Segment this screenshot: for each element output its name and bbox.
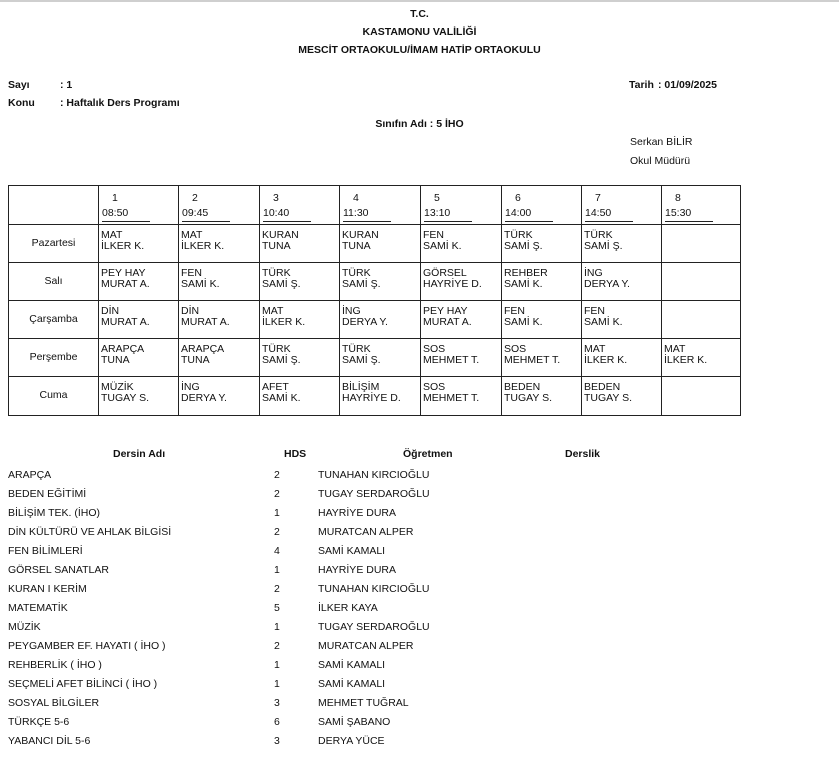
page-top-border (0, 0, 839, 2)
cell-teacher: İLKER K. (181, 240, 225, 252)
day-label: Pazartesi (31, 237, 76, 249)
cell-teacher: SAMİ Ş. (342, 278, 381, 290)
schedule-cell (181, 344, 224, 366)
sayi-value: : 1 (60, 79, 73, 91)
cell-teacher: İLKER K. (101, 240, 145, 252)
course-name: REHBERLİK ( İHO ) (8, 659, 102, 671)
period-header (102, 191, 150, 222)
course-name: SEÇMELİ AFET BİLİNCİ ( İHO ) (8, 678, 158, 690)
cell-subject: DİN (181, 305, 200, 317)
period-time: 08:50 (102, 206, 150, 222)
day-label: Salı (44, 275, 63, 287)
course-row (0, 735, 839, 754)
schedule-cell (262, 230, 299, 252)
schedule-cell (584, 268, 630, 290)
course-teacher: TUGAY SERDAROĞLU (318, 621, 430, 633)
period-header (665, 191, 713, 222)
cell-teacher: TUGAY S. (101, 392, 150, 404)
konu-label: Konu (8, 97, 35, 109)
sayi-label: Sayı (8, 79, 30, 91)
tarih-label: Tarih (629, 79, 654, 91)
cell-subject: KURAN (262, 229, 299, 241)
cell-subject: MÜZİK (101, 381, 134, 393)
course-hds: 2 (274, 469, 280, 481)
cell-subject: FEN (504, 305, 525, 317)
cell-teacher: TUGAY S. (504, 392, 553, 404)
cell-subject: TÜRK (584, 229, 613, 241)
cell-teacher: TUGAY S. (584, 392, 633, 404)
cell-subject: MAT (584, 343, 606, 355)
cell-subject: MAT (664, 343, 686, 355)
period-number: 3 (273, 192, 279, 204)
cell-subject: BEDEN (584, 381, 621, 393)
cell-teacher: MURAT A. (101, 278, 150, 290)
course-hds: 3 (274, 735, 280, 747)
cell-teacher: SAMİ K. (181, 278, 220, 290)
period-header (343, 191, 391, 222)
course-row (0, 545, 839, 564)
period-time: 11:30 (343, 206, 391, 222)
cell-subject: TÜRK (262, 343, 291, 355)
period-time: 15:30 (665, 206, 713, 222)
schedule-cell (181, 268, 220, 290)
class-name: Sınıfın Adı : 5 İHO (375, 118, 464, 130)
course-name: TÜRKÇE 5-6 (8, 716, 70, 728)
grid-horizontal-line (9, 338, 740, 339)
course-hds: 2 (274, 526, 280, 538)
cell-subject: KURAN (342, 229, 379, 241)
cell-subject: BEDEN (504, 381, 541, 393)
cell-subject: TÜRK (342, 343, 371, 355)
cell-subject: FEN (181, 267, 202, 279)
cell-teacher: SAMİ K. (504, 278, 543, 290)
grid-horizontal-line (9, 376, 740, 377)
cell-subject: TÜRK (504, 229, 533, 241)
cell-subject: BİLİŞİM (342, 381, 380, 393)
schedule-cell (504, 268, 548, 290)
course-name: GÖRSEL SANATLAR (8, 564, 109, 576)
period-time: 14:00 (505, 206, 553, 222)
cell-subject: MAT (181, 229, 203, 241)
course-name: YABANCI DİL 5-6 (8, 735, 91, 747)
period-number: 2 (192, 192, 198, 204)
cell-teacher: SAMİ Ş. (584, 240, 623, 252)
course-hds: 1 (274, 621, 280, 633)
schedule-cell (423, 306, 472, 328)
period-header (263, 191, 311, 222)
period-number: 4 (353, 192, 359, 204)
course-row (0, 526, 839, 545)
schedule-cell (342, 306, 388, 328)
period-number: 5 (434, 192, 440, 204)
room-header: Derslik (565, 448, 601, 460)
period-number: 8 (675, 192, 681, 204)
cell-teacher: TUNA (262, 240, 291, 252)
schedule-cell (423, 268, 482, 290)
schedule-cell (504, 344, 560, 366)
cell-teacher: MEHMET T. (504, 354, 561, 366)
course-row (0, 716, 839, 735)
schedule-cell (181, 306, 230, 328)
cell-subject: ARAPÇA (181, 343, 225, 355)
course-teacher: MURATCAN ALPER (318, 526, 414, 538)
schedule-cell (504, 306, 543, 328)
cell-teacher: TUNA (101, 354, 130, 366)
course-row (0, 507, 839, 526)
schedule-cell (101, 306, 150, 328)
period-number: 6 (515, 192, 521, 204)
cell-subject: MAT (262, 305, 284, 317)
cell-teacher: SAMİ Ş. (342, 354, 381, 366)
principal-title: Okul Müdürü (630, 155, 691, 167)
cell-teacher: DERYA Y. (181, 392, 227, 404)
day-label: Çarşamba (29, 313, 78, 325)
grid-horizontal-line (9, 224, 740, 225)
cell-subject: GÖRSEL (423, 267, 467, 279)
schedule-cell (101, 382, 149, 404)
course-row (0, 640, 839, 659)
period-time: 13:10 (424, 206, 472, 222)
course-teacher: TUGAY SERDAROĞLU (318, 488, 430, 500)
schedule-cell (342, 230, 379, 252)
period-number: 7 (595, 192, 601, 204)
period-header (182, 191, 230, 222)
schedule-cell (262, 344, 301, 366)
course-row (0, 602, 839, 621)
course-teacher: HAYRİYE DURA (318, 507, 396, 519)
course-hds: 1 (274, 678, 280, 690)
course-hds: 1 (274, 659, 280, 671)
header-tc: T.C. (410, 8, 429, 20)
cell-teacher: SAMİ Ş. (262, 354, 301, 366)
tarih-value: : 01/09/2025 (658, 79, 717, 91)
schedule-cell (584, 230, 623, 252)
teacher-header: Öğretmen (403, 448, 453, 460)
schedule-table (8, 185, 741, 416)
course-name: KURAN I KERİM (8, 583, 87, 595)
cell-teacher: İLKER K. (664, 354, 708, 366)
course-teacher: İLKER KAYA (318, 602, 378, 614)
cell-subject: PEY HAY (101, 267, 146, 279)
course-hds: 1 (274, 507, 280, 519)
cell-teacher: İLKER K. (584, 354, 628, 366)
day-label: Cuma (39, 389, 68, 401)
course-hds: 1 (274, 564, 280, 576)
course-hds: 3 (274, 697, 280, 709)
period-header (505, 191, 553, 222)
course-hds: 2 (274, 488, 280, 500)
course-hds: 2 (274, 640, 280, 652)
schedule-cell (342, 382, 401, 404)
course-row (0, 488, 839, 507)
course-hds: 2 (274, 583, 280, 595)
cell-subject: FEN (584, 305, 605, 317)
schedule-cell (262, 306, 305, 328)
cell-teacher: SAMİ K. (504, 316, 543, 328)
schedule-cell (262, 382, 301, 404)
cell-teacher: HAYRİYE D. (342, 392, 401, 404)
schedule-cell (342, 268, 381, 290)
course-name: BİLİŞİM TEK. (İHO) (8, 507, 100, 519)
cell-subject: MAT (101, 229, 123, 241)
period-number: 1 (112, 192, 118, 204)
cell-teacher: SAMİ K. (262, 392, 301, 404)
period-time: 10:40 (263, 206, 311, 222)
cell-teacher: TUNA (342, 240, 371, 252)
cell-subject: İNG (584, 267, 603, 279)
cell-teacher: SAMİ Ş. (262, 278, 301, 290)
course-row (0, 583, 839, 602)
course-hds: 5 (274, 602, 280, 614)
schedule-cell (584, 344, 627, 366)
course-row (0, 469, 839, 488)
course-row (0, 621, 839, 640)
cell-subject: SOS (504, 343, 527, 355)
schedule-cell (181, 230, 224, 252)
cell-subject: FEN (423, 229, 444, 241)
course-teacher: SAMİ ŞABANO (318, 716, 391, 728)
grid-horizontal-line (9, 300, 740, 301)
cell-teacher: TUNA (181, 354, 210, 366)
grid-horizontal-line (9, 262, 740, 263)
principal-name: Serkan BİLİR (630, 136, 693, 148)
period-time: 14:50 (585, 206, 633, 222)
cell-teacher: İLKER K. (262, 316, 306, 328)
course-row (0, 659, 839, 678)
cell-subject: TÜRK (262, 267, 291, 279)
header-governorship: KASTAMONU VALİLİĞİ (362, 26, 477, 38)
cell-teacher: DERYA Y. (584, 278, 630, 290)
cell-subject: İNG (181, 381, 200, 393)
course-name: BEDEN EĞİTİMİ (8, 488, 87, 500)
schedule-cell (584, 306, 623, 328)
schedule-cell (101, 268, 150, 290)
course-teacher: SAMİ KAMALI (318, 678, 386, 690)
course-name: SOSYAL BİLGİLER (8, 697, 100, 709)
header-school-name: MESCİT ORTAOKULU/İMAM HATİP ORTAOKULU (298, 44, 541, 56)
schedule-cell (423, 344, 479, 366)
course-teacher: SAMİ KAMALI (318, 659, 386, 671)
period-time: 09:45 (182, 206, 230, 222)
course-teacher: MURATCAN ALPER (318, 640, 414, 652)
cell-teacher: SAMİ Ş. (504, 240, 543, 252)
schedule-cell (101, 344, 144, 366)
course-hds: 6 (274, 716, 280, 728)
cell-teacher: SAMİ K. (584, 316, 623, 328)
course-row (0, 678, 839, 697)
cell-teacher: HAYRİYE D. (423, 278, 482, 290)
schedule-cell (101, 230, 144, 252)
schedule-cell (504, 230, 543, 252)
cell-subject: SOS (423, 381, 446, 393)
day-label: Perşembe (29, 351, 78, 363)
course-teacher: MEHMET TUĞRAL (318, 697, 409, 709)
schedule-cell (262, 268, 301, 290)
cell-teacher: MURAT A. (181, 316, 230, 328)
course-name: DİN KÜLTÜRÜ VE AHLAK BİLGİSİ (8, 526, 172, 538)
cell-subject: DİN (101, 305, 120, 317)
schedule-cell (423, 382, 479, 404)
schedule-cell (423, 230, 462, 252)
course-teacher: DERYA YÜCE (318, 735, 385, 747)
schedule-cell (342, 344, 381, 366)
cell-teacher: MEHMET T. (423, 354, 480, 366)
period-header (424, 191, 472, 222)
course-hds: 4 (274, 545, 280, 557)
cell-teacher: MURAT A. (101, 316, 150, 328)
course-header: Dersin Adı (113, 448, 166, 460)
course-teacher: TUNAHAN KIRCIOĞLU (318, 583, 430, 595)
cell-teacher: SAMİ K. (423, 240, 462, 252)
period-header (585, 191, 633, 222)
course-teacher: SAMİ KAMALI (318, 545, 386, 557)
cell-subject: PEY HAY (423, 305, 468, 317)
course-teacher: TUNAHAN KIRCIOĞLU (318, 469, 430, 481)
cell-teacher: DERYA Y. (342, 316, 388, 328)
schedule-cell (181, 382, 227, 404)
konu-value: : Haftalık Ders Programı (60, 97, 180, 109)
cell-teacher: MURAT A. (423, 316, 472, 328)
course-name: MÜZİK (8, 621, 41, 633)
hds-header: HDS (284, 448, 307, 460)
schedule-cell (664, 344, 707, 366)
course-name: ARAPÇA (8, 469, 52, 481)
schedule-cell (504, 382, 552, 404)
course-name: PEYGAMBER EF. HAYATI ( İHO ) (8, 640, 166, 652)
cell-subject: SOS (423, 343, 446, 355)
cell-subject: İNG (342, 305, 361, 317)
course-name: MATEMATİK (8, 602, 68, 614)
cell-teacher: MEHMET T. (423, 392, 480, 404)
schedule-cell (584, 382, 632, 404)
cell-subject: TÜRK (342, 267, 371, 279)
course-row (0, 564, 839, 583)
course-row (0, 697, 839, 716)
course-name: FEN BİLİMLERİ (8, 545, 83, 557)
cell-subject: ARAPÇA (101, 343, 145, 355)
cell-subject: REHBER (504, 267, 548, 279)
course-teacher: HAYRİYE DURA (318, 564, 396, 576)
cell-subject: AFET (262, 381, 289, 393)
